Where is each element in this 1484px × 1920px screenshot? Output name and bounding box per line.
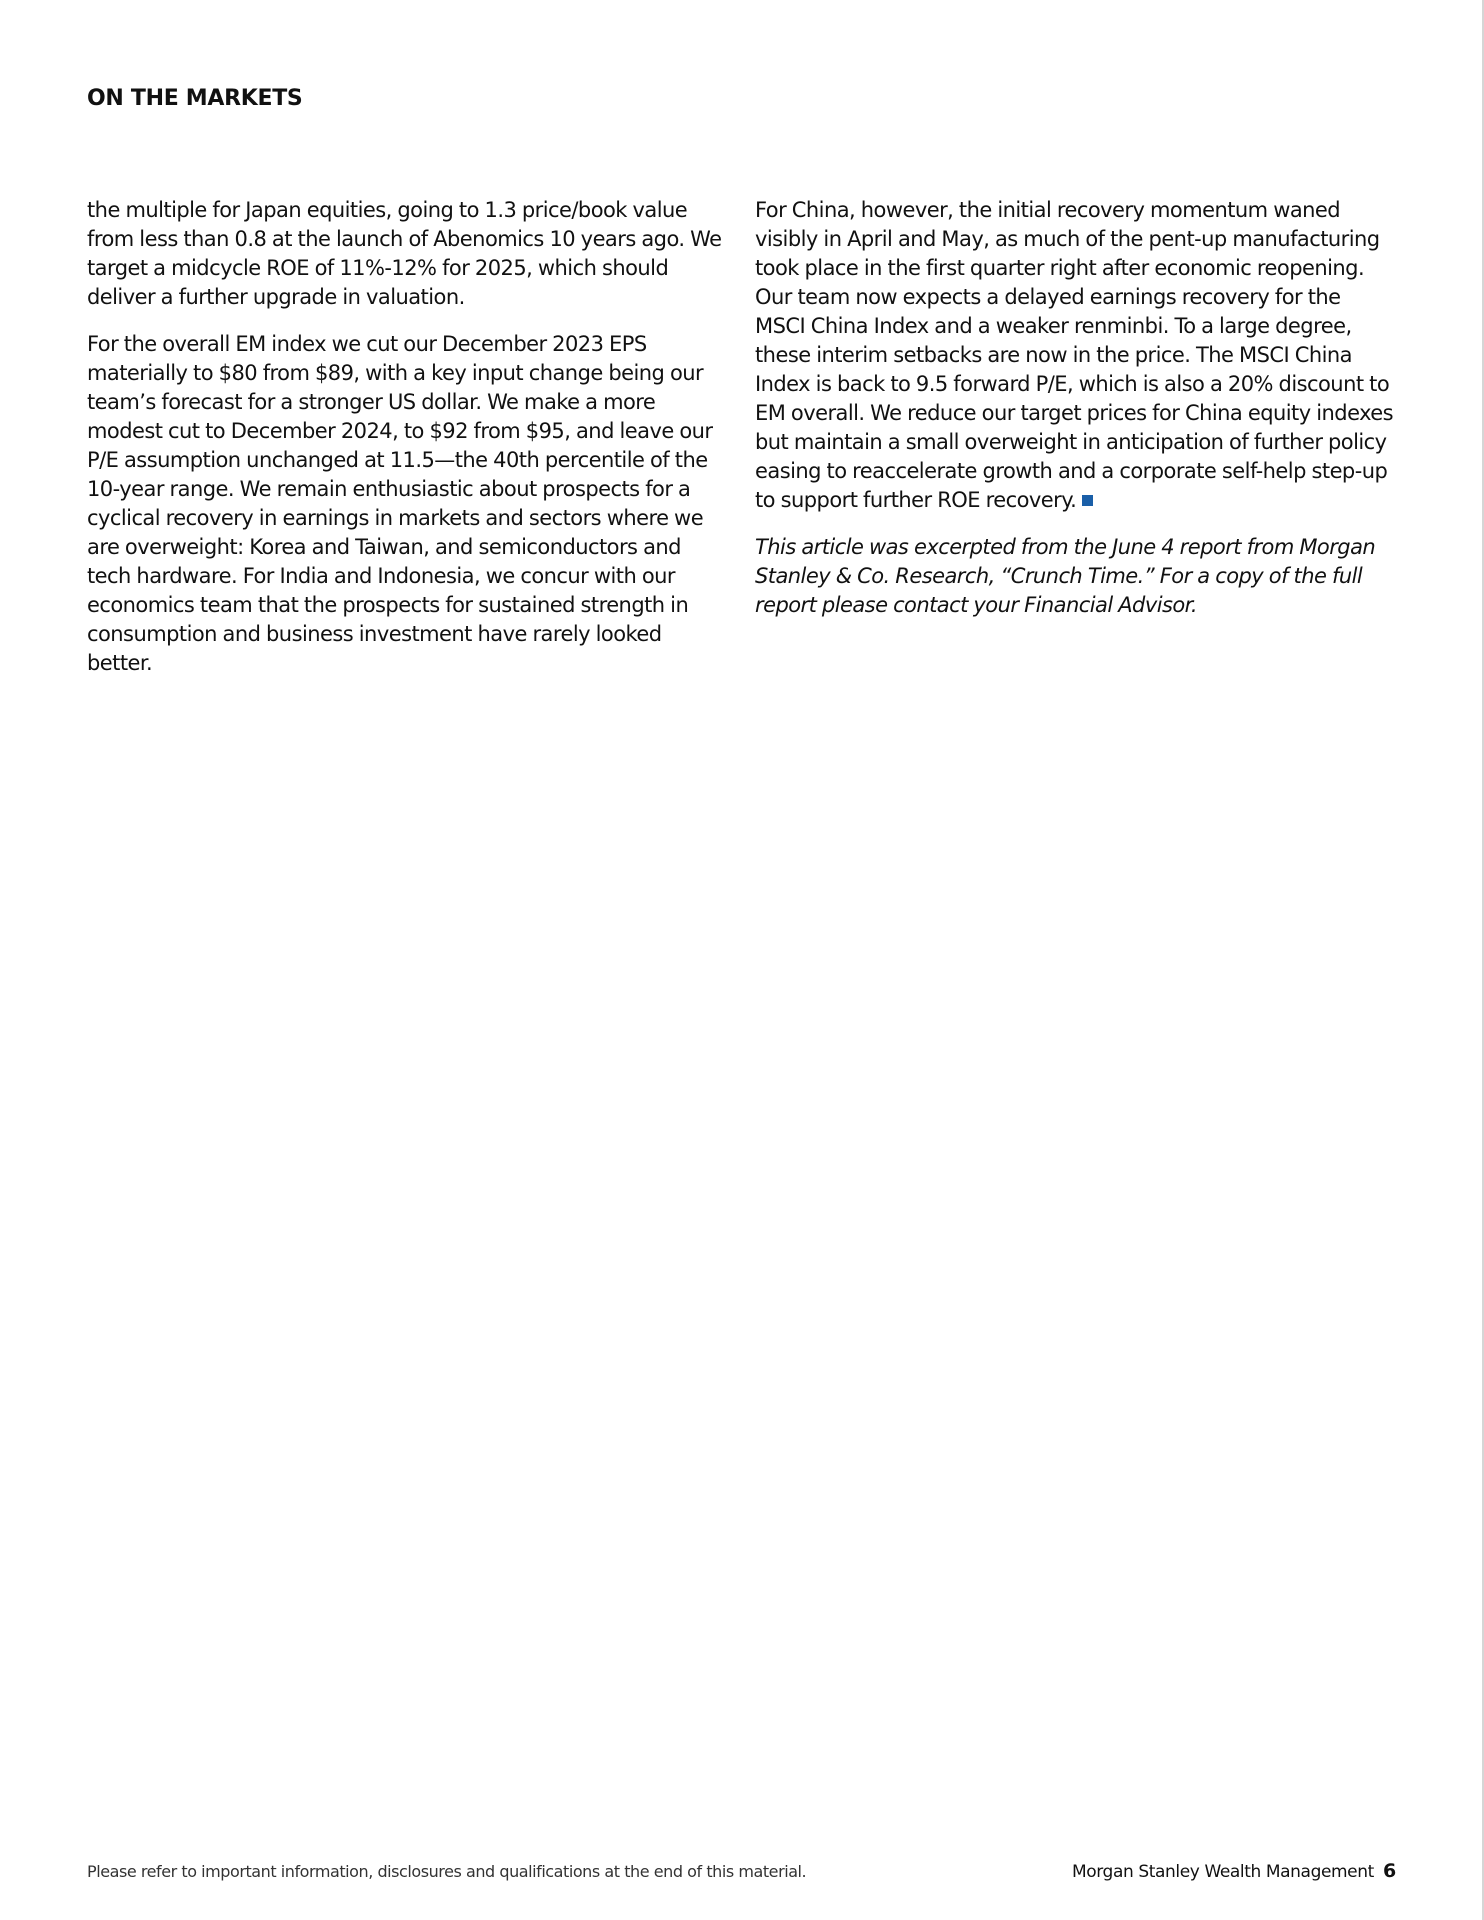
source-note: This article was excerpted from the June 4 report from Morgan Stanley & Co. Research, “Crunch Time.” For a copy of the full report please contact your Financial Advisor.: [755, 535, 1376, 617]
paragraph-china-text: For China, however, the initial recovery momentum waned visibly in April and May, as much of the pent-up manufacturing took place in the first quarter right after economic reopening. Our team now expects a delayed earnings recovery for the MSCI China Index and a weaker renminbi. To a large degree, these interim setbacks are now in the price. The MSCI China Index is back to 9.5 forward P/E, which is also a 20% discount to EM overall. We reduce our target prices for China equity indexes but maintain a small overweight in anticipation of further policy easing to reaccelerate growth and a corporate self-help step-up to support further ROE recovery.: [755, 198, 1394, 512]
section-label: ON THE MARKETS: [87, 86, 303, 111]
paragraph-china: [755, 196, 1395, 515]
end-mark-icon: [1082, 495, 1093, 506]
paragraph-japan-valuation: the multiple for Japan equities, going to 1.3 price/book value from less than 0.8 at the launch of Abenomics 10 years ago. We target a midcycle ROE of 11%-12% for 2025, which should deliver a further upgrade in valuation.: [87, 198, 722, 309]
footer-disclaimer: Please refer to important information, disclosures and qualifications at the end of this material.: [87, 1862, 807, 1881]
left-column: [87, 196, 727, 696]
page-number: 6: [1383, 1860, 1397, 1882]
paragraph-em-index: For the overall EM index we cut our December 2023 EPS materially to $80 from $89, with a key input change being our team’s forecast for a stronger US dollar. We make a more modest cut to December 2024, to $92 from $95, and leave our P/E assumption unchanged at 11.5—the 40th percentile of the 10-year range. We remain enthusiastic about prospects for a cyclical recovery in earnings in markets and sectors where we are overweight: Korea and Taiwan, and semiconductors and tech hardware. For India and Indonesia, we concur with our economics team that the prospects for sustained strength in consumption and business investment have rarely looked better.: [87, 332, 713, 675]
right-column: [755, 196, 1395, 638]
footer-brand: Morgan Stanley Wealth Management: [1072, 1862, 1374, 1882]
